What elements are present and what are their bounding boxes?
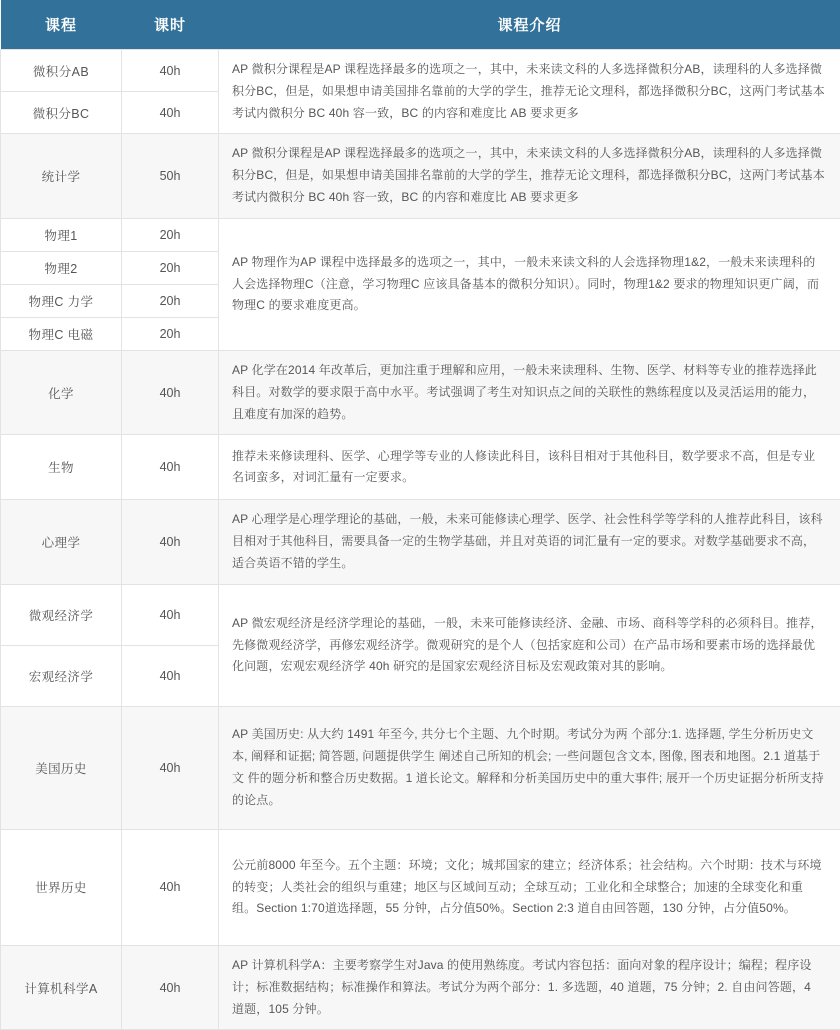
cell-course-name: 美国历史 xyxy=(1,706,122,829)
cell-course-description: AP 心理学是心理学理论的基础，一般，未来可能修读心理学、医学、社会性科学等学科的人推荐此科目，该科目相对于其他科目，需要具备一定的生物学基础，并且对英语的词汇量有一定的要求。对数学基础要求不高，适合英语不错的学生。 xyxy=(219,500,840,584)
cell-course-name: 化学 xyxy=(1,350,122,434)
cell-course-description: AP 微宏观经济是经济学理论的基础，一般，未来可能修读经济、金融、市场、商科等学科的必须科目。推荐，先修微观经济学，再修宏观经济学。微观研究的是个人（包括家庭和公司）在产品市场和要素市场的选择最优化问题，宏观宏观经济学 40h 研究的是国家宏观经济目标及宏观政策对其的影响。 xyxy=(219,584,840,706)
table-row xyxy=(1,706,840,829)
column-header-intro: 课程介绍 xyxy=(219,0,840,50)
cell-course-hours: 20h xyxy=(122,317,219,350)
cell-course-name: 微积分BC xyxy=(1,92,122,134)
cell-course-name: 宏观经济学 xyxy=(1,645,122,706)
cell-course-name: 计算机科学A xyxy=(1,945,122,1029)
table-body xyxy=(1,50,840,1030)
cell-course-description: 推荐未来修读理科、医学、心理学等专业的人修读此科目，该科目相对于其他科目，数学要求不高，但是专业名词蛮多，对词汇量有一定要求。 xyxy=(219,435,840,500)
cell-course-name: 物理C 力学 xyxy=(1,284,122,317)
cell-course-name: 世界历史 xyxy=(1,829,122,945)
cell-course-description: AP 物理作为AP 课程中选择最多的选项之一，其中，一般未来读文科的人会选择物理1&2，一般未来读理科的人会选择物理C（注意，学习物理C 应该具备基本的微积分知识）。同时，物理1&2 要求的物理知识更广阔，而物理C 的要求难度更高。 xyxy=(219,218,840,350)
table-row xyxy=(1,350,840,434)
table-row xyxy=(1,50,840,92)
cell-course-description: AP 化学在2014 年改革后，更加注重于理解和应用，一般未来读理科、生物、医学、材料等专业的推荐选择此科目。对数学的要求限于高中水平。考试强调了考生对知识点之间的关联性的熟练程度以及灵活运用的能力，且难度有加深的趋势。 xyxy=(219,350,840,434)
cell-course-name: 微观经济学 xyxy=(1,584,122,645)
cell-course-name: 生物 xyxy=(1,435,122,500)
table-row xyxy=(1,435,840,500)
cell-course-hours: 40h xyxy=(122,50,219,92)
cell-course-hours: 40h xyxy=(122,500,219,584)
cell-course-hours: 40h xyxy=(122,435,219,500)
cell-course-name: 微积分AB xyxy=(1,50,122,92)
table-row xyxy=(1,134,840,218)
cell-course-hours: 20h xyxy=(122,251,219,284)
header-row xyxy=(1,0,840,50)
cell-course-hours: 20h xyxy=(122,284,219,317)
cell-course-name: 物理1 xyxy=(1,218,122,251)
cell-course-hours: 40h xyxy=(122,945,219,1029)
cell-course-hours: 40h xyxy=(122,645,219,706)
cell-course-description: AP 美国历史: 从大约 1491 年至今, 共分七个主题、九个时期。考试分为两 个部分:1. 选择题, 学生分析历史文本, 阐释和证据; 简答题, 问题提供学生 阐述自己所知的机会; 一些问题包含文本, 图像, 图表和地图。2.1 道基于文 件的题分析和整合历史数据。1 道长论文。解释和分析美国历史中的重大事件; 展开一个历史证据分析所支持的论点。 xyxy=(219,706,840,829)
table-row xyxy=(1,945,840,1029)
column-header-course: 课程 xyxy=(1,0,122,50)
table-row xyxy=(1,218,840,251)
cell-course-name: 统计学 xyxy=(1,134,122,218)
cell-course-description: AP 微积分课程是AP 课程选择最多的选项之一，其中，未来读文科的人多选择微积分AB，读理科的人多选择微积分BC，但是，如果想申请美国排名靠前的大学的学生，推荐无论文理科，都选择微积分BC，这两门考试基本考试内微积分 BC 40h 容一致，BC 的内容和难度比 AB 要求更多 xyxy=(219,134,840,218)
cell-course-name: 物理2 xyxy=(1,251,122,284)
table-row xyxy=(1,829,840,945)
cell-course-name: 心理学 xyxy=(1,500,122,584)
table-header xyxy=(1,0,840,50)
cell-course-hours: 50h xyxy=(122,134,219,218)
table-row xyxy=(1,584,840,645)
cell-course-description: 公元前8000 年至今。五个主题：环境；文化；城邦国家的建立；经济体系；社会结构。六个时期：技术与环境的转变；人类社会的组织与重建；地区与区域间互动；全球互动；工业化和全球整合；加速的全球变化和重组。Section 1:70道选择题，55 分钟，占分值50%。Section 2:3 道自由回答题，130 分钟，占分值50%。 xyxy=(219,829,840,945)
cell-course-hours: 40h xyxy=(122,350,219,434)
cell-course-description: AP 计算机科学A：主要考察学生对Java 的使用熟练度。考试内容包括：面向对象的程序设计；编程；程序设计；标准数据结构；标准操作和算法。考试分为两个部分：1. 多选题，40 道题，75 分钟；2. 自由问答题，4 道题，105 分钟。 xyxy=(219,945,840,1029)
table-row xyxy=(1,500,840,584)
cell-course-hours: 40h xyxy=(122,92,219,134)
cell-course-description: AP 微积分课程是AP 课程选择最多的选项之一，其中，未来读文科的人多选择微积分AB，读理科的人多选择微积分BC，但是，如果想申请美国排名靠前的大学的学生，推荐无论文理科，都选择微积分BC，这两门考试基本考试内微积分 BC 40h 容一致，BC 的内容和难度比 AB 要求更多 xyxy=(219,50,840,134)
cell-course-name: 物理C 电磁 xyxy=(1,317,122,350)
cell-course-hours: 40h xyxy=(122,706,219,829)
cell-course-hours: 40h xyxy=(122,829,219,945)
cell-course-hours: 20h xyxy=(122,218,219,251)
column-header-hours: 课时 xyxy=(122,0,219,50)
cell-course-hours: 40h xyxy=(122,584,219,645)
